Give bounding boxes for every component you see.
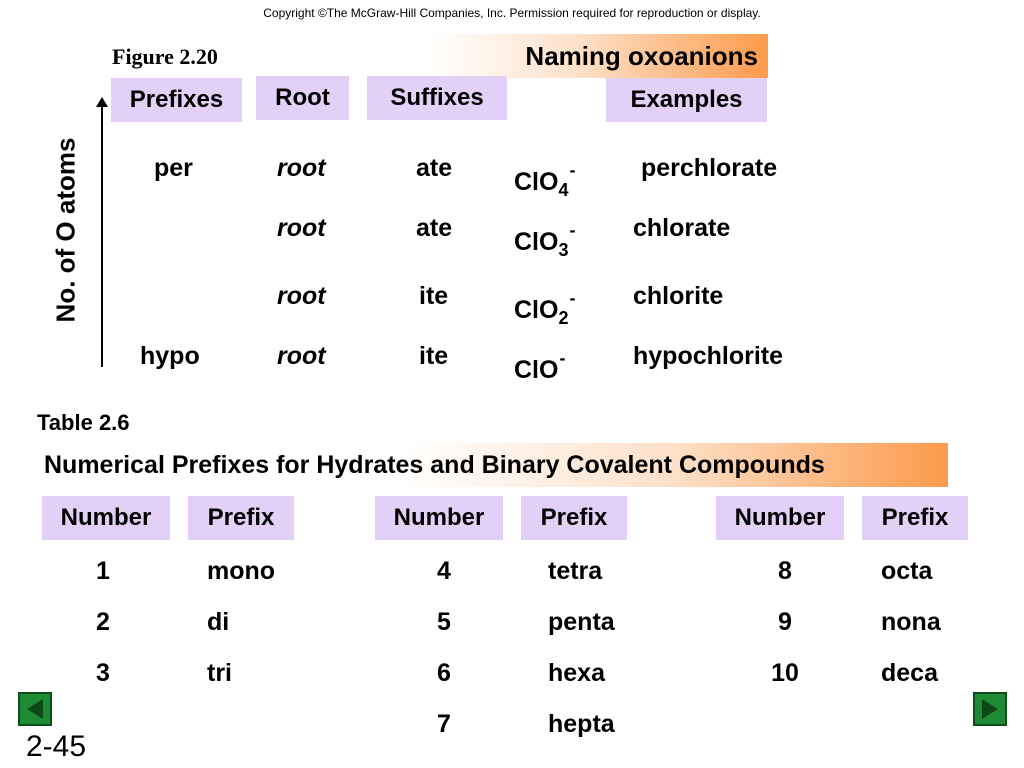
table-prefix: hepta xyxy=(548,710,615,738)
header-prefix: Prefix xyxy=(188,496,294,540)
row-formula: ClO$_4$- xyxy=(514,160,576,200)
table-prefix: mono xyxy=(207,557,276,585)
table-number: 10 xyxy=(771,659,799,687)
table-number: 1 xyxy=(96,557,110,585)
row-example: chlorite xyxy=(633,282,724,310)
slide-number: 2-45 xyxy=(26,730,87,763)
axis-label: No. of O atoms xyxy=(50,137,81,323)
table-number: 8 xyxy=(778,557,792,585)
row-suffix: ate xyxy=(416,214,453,242)
table-prefix: deca xyxy=(881,659,938,687)
copyright-notice: Copyright ©The McGraw-Hill Companies, Inc. Permission required for reproduction or display. xyxy=(263,6,761,20)
table-label: Table 2.6 xyxy=(37,410,130,435)
table-number: 5 xyxy=(437,608,451,636)
header-number: Number xyxy=(42,496,170,540)
row-formula: ClO- xyxy=(514,348,566,384)
table-number: 4 xyxy=(437,557,451,585)
header-root: Root xyxy=(256,76,349,120)
header-prefixes: Prefixes xyxy=(111,78,242,122)
figure-title-banner xyxy=(428,34,768,78)
axis-line xyxy=(101,103,103,367)
prev-slide-button[interactable] xyxy=(18,692,52,726)
figure-label: Figure 2.20 xyxy=(112,44,218,69)
header-suffixes: Suffixes xyxy=(367,76,507,120)
table-prefix: tetra xyxy=(548,557,603,585)
row-suffix: ite xyxy=(419,282,449,310)
row-formula: ClO$_3$- xyxy=(514,220,576,260)
header-prefix: Prefix xyxy=(862,496,968,540)
header-number: Number xyxy=(375,496,503,540)
row-root: root xyxy=(277,342,326,370)
header-prefix: Prefix xyxy=(521,496,627,540)
row-root: root xyxy=(277,154,326,182)
table-number: 7 xyxy=(437,710,451,738)
header-examples: Examples xyxy=(606,78,767,122)
next-slide-button[interactable] xyxy=(973,692,1007,726)
row-root: root xyxy=(277,214,326,242)
header-number: Number xyxy=(716,496,844,540)
table-number: 9 xyxy=(778,608,792,636)
row-example: hypochlorite xyxy=(633,342,784,370)
row-formula: ClO$_2$- xyxy=(514,288,576,328)
table-title: Numerical Prefixes for Hydrates and Binary Covalent Compounds xyxy=(44,451,825,479)
table-title-banner xyxy=(36,443,948,487)
table-prefix: nona xyxy=(881,608,941,636)
triangle-right-icon xyxy=(982,699,998,719)
row-root: root xyxy=(277,282,326,310)
table-prefix: hexa xyxy=(548,659,605,687)
triangle-left-icon xyxy=(27,699,43,719)
table-prefix: penta xyxy=(548,608,615,636)
row-suffix: ite xyxy=(419,342,449,370)
row-prefix: hypo xyxy=(140,342,200,370)
row-example: perchlorate xyxy=(641,154,778,182)
table-number: 6 xyxy=(437,659,451,687)
table-prefix: octa xyxy=(881,557,933,585)
row-prefix: per xyxy=(154,154,193,182)
table-prefix: di xyxy=(207,608,230,636)
table-number: 3 xyxy=(96,659,110,687)
row-suffix: ate xyxy=(416,154,453,182)
table-number: 2 xyxy=(96,608,110,636)
figure-title: Naming oxoanions xyxy=(525,41,758,71)
row-example: chlorate xyxy=(633,214,731,242)
table-prefix: tri xyxy=(207,659,232,687)
